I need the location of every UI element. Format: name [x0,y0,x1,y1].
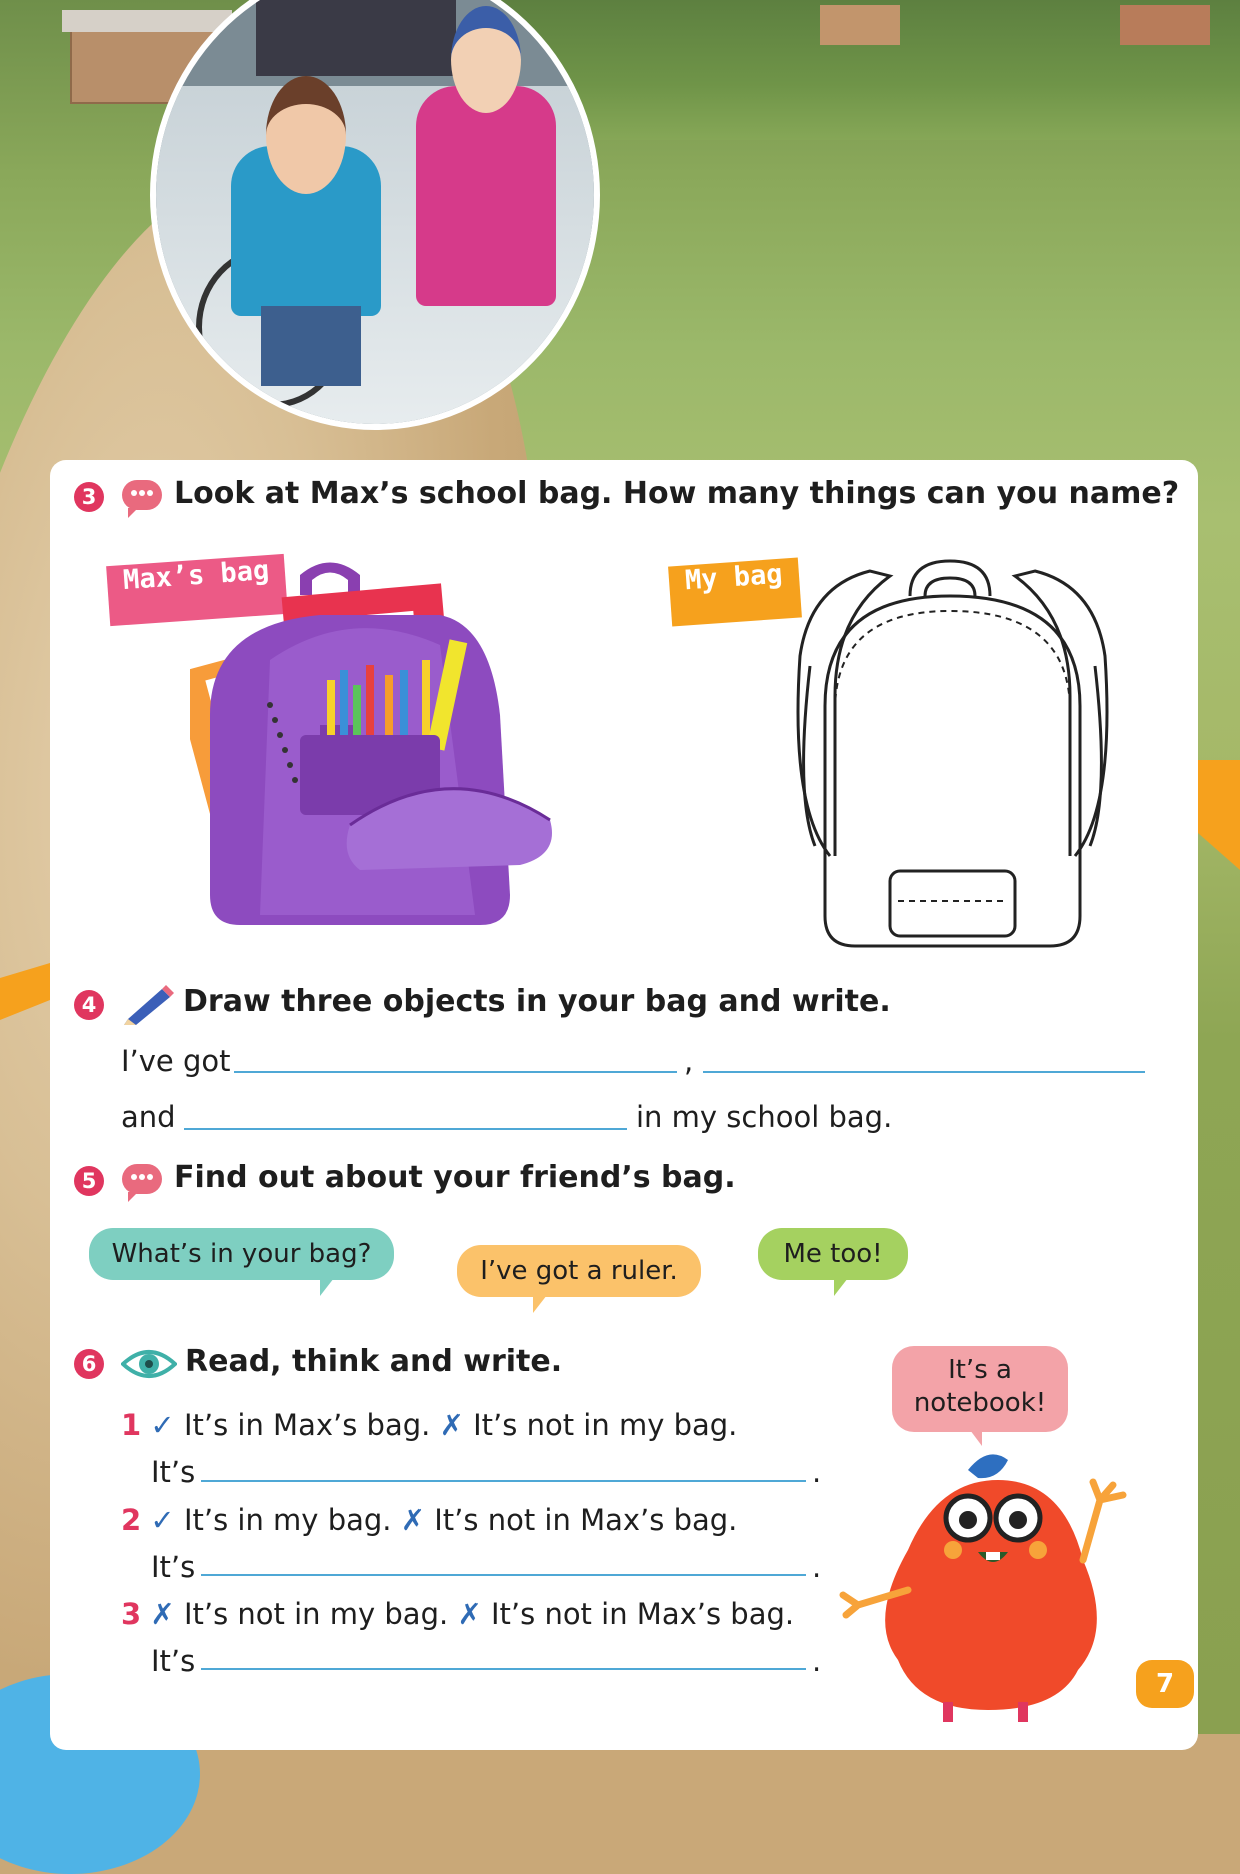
monster-mascot-image [838,1440,1138,1730]
eye-icon [121,1346,177,1382]
write-line[interactable] [703,1071,1145,1073]
answer-start: It’s [151,1644,196,1678]
speech-bubble: What’s in your bag? [89,1228,394,1280]
exercise-number: 4 [74,990,104,1020]
period: . [812,1455,822,1489]
check-mark: ✓ [150,1503,175,1537]
mascot-speech-bubble [892,1346,1068,1432]
speech-icon [122,1164,162,1194]
item-number: 3 [121,1597,142,1631]
exercise-number: 5 [74,1166,104,1196]
cross-mark: ✗ [400,1503,426,1537]
exercise-number: 3 [74,482,104,512]
write-line[interactable] [201,1668,806,1670]
exercise-title: Read, think and write. [185,1344,563,1379]
clue-text: It’s in Max’s bag. [183,1408,431,1442]
item-number: 1 [121,1408,142,1442]
house [820,5,900,45]
ex6-item [121,1408,737,1442]
mascot-line: notebook! [913,1388,1047,1418]
speech-bubble: Me too! [758,1228,908,1280]
cross-mark: ✗ [439,1408,464,1442]
exercise-title: Draw three objects in your bag and write. [183,984,891,1019]
ex6-item [121,1503,737,1537]
clue-text: It’s not in Max’s bag. [490,1597,795,1631]
children-photo [150,0,600,430]
clue-text: It’s not in my bag. [473,1408,738,1442]
answer-start: It’s [151,1550,196,1584]
exercise-number: 6 [74,1349,104,1379]
cross-mark: ✗ [150,1597,175,1631]
write-line[interactable] [234,1071,677,1073]
sentence-start: I’ve got [121,1044,231,1078]
answer-start: It’s [151,1455,196,1489]
write-line[interactable] [184,1128,627,1130]
my-bag-outline-image [790,556,1115,951]
clue-text: It’s not in my bag. [183,1597,449,1631]
exercise-title: Look at Max’s school bag. How many things can you name? [174,476,1180,511]
write-line[interactable] [201,1574,806,1576]
period: . [812,1550,822,1584]
my-bag-tag: My bag [668,558,801,627]
speech-bubble: I’ve got a ruler. [457,1245,701,1297]
sentence-start: and [121,1100,176,1134]
page-number: 7 [1136,1660,1194,1708]
cross-mark: ✗ [457,1597,482,1631]
ex6-item [121,1597,794,1631]
clue-text: It’s not in Max’s bag. [434,1503,738,1537]
speech-icon [122,480,162,510]
clue-text: It’s in my bag. [183,1503,392,1537]
comma: , [684,1044,694,1078]
sentence-end: in my school bag. [636,1100,893,1134]
max-school-bag-image [190,555,620,960]
item-number: 2 [121,1503,142,1537]
house [1120,5,1210,45]
pencil-icon [122,983,174,1025]
check-mark: ✓ [150,1408,175,1442]
period: . [812,1644,822,1678]
mascot-line: It’s a [948,1355,1012,1385]
max-bag-tag: Max’s bag [106,554,288,626]
exercise-title: Find out about your friend’s bag. [174,1160,736,1195]
write-line[interactable] [201,1480,806,1482]
